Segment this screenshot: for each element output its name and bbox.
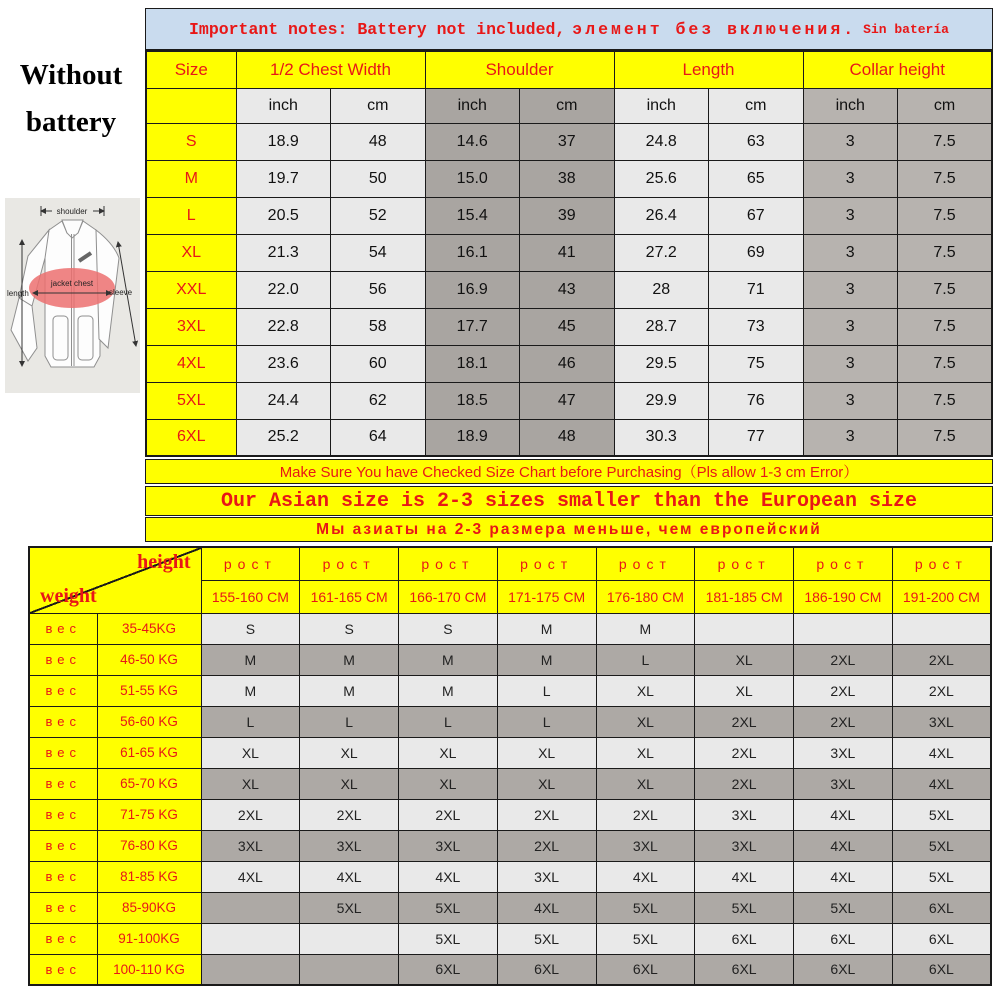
ves-label: вес (29, 613, 97, 644)
measurement-value: 28 (614, 271, 709, 308)
recommended-size-cell: XL (201, 768, 300, 799)
recommended-size-cell: 2XL (695, 768, 794, 799)
measurement-value: 50 (331, 160, 426, 197)
hw-table-row (29, 954, 991, 985)
recommended-size-cell (695, 613, 794, 644)
unit-header: inch (614, 88, 709, 123)
group-header: Shoulder (425, 51, 614, 88)
measurement-value: 3 (803, 345, 898, 382)
size-label: 4XL (146, 345, 236, 382)
measurement-value: 24.4 (236, 382, 331, 419)
measurement-value: 77 (709, 419, 804, 456)
ves-label: вес (29, 706, 97, 737)
unit-header: cm (520, 88, 615, 123)
height-range-header: 186-190 CM (794, 580, 893, 613)
shoulder-label: shoulder (56, 207, 88, 216)
measurement-value: 22.0 (236, 271, 331, 308)
size-table-row (146, 308, 992, 345)
weight-range-label: 56-60 KG (97, 706, 201, 737)
recommended-size-cell: XL (300, 768, 399, 799)
size-table-row (146, 234, 992, 271)
measurement-value: 29.9 (614, 382, 709, 419)
measurement-value: 62 (331, 382, 426, 419)
recommended-size-cell: 2XL (596, 799, 695, 830)
weight-range-label: 65-70 KG (97, 768, 201, 799)
measurement-value: 3 (803, 197, 898, 234)
rost-header: рост (596, 547, 695, 580)
recommended-size-cell: 5XL (892, 861, 991, 892)
corner-weight-label: weight (40, 584, 97, 607)
recommended-size-cell: 2XL (497, 799, 596, 830)
recommended-size-cell: 4XL (892, 737, 991, 768)
recommended-size-cell (300, 923, 399, 954)
note-asian-size-english: Our Asian size is 2-3 sizes smaller than the European size (145, 486, 993, 516)
recommended-size-cell: 6XL (596, 954, 695, 985)
weight-range-label: 71-75 KG (97, 799, 201, 830)
measurement-value: 3 (803, 419, 898, 456)
size-column-subheader-blank (146, 88, 236, 123)
recommended-size-cell: M (300, 675, 399, 706)
hw-table-row (29, 644, 991, 675)
measurement-value: 7.5 (898, 234, 993, 271)
measurement-value: 64 (331, 419, 426, 456)
recommended-size-cell: 4XL (794, 861, 893, 892)
height-range-header: 171-175 CM (497, 580, 596, 613)
recommended-size-cell: 4XL (497, 892, 596, 923)
recommended-size-cell: 3XL (695, 830, 794, 861)
recommended-size-cell: 3XL (399, 830, 498, 861)
ves-label: вес (29, 644, 97, 675)
recommended-size-cell: 3XL (794, 737, 893, 768)
recommended-size-cell: 5XL (399, 923, 498, 954)
recommended-size-cell: 3XL (497, 861, 596, 892)
without-battery-label (0, 52, 142, 146)
measurement-value: 7.5 (898, 271, 993, 308)
size-table-row (146, 419, 992, 456)
measurement-value: 45 (520, 308, 615, 345)
recommended-size-cell: 3XL (201, 830, 300, 861)
hw-table-row (29, 675, 991, 706)
hw-table-row (29, 799, 991, 830)
recommended-size-cell: 4XL (201, 861, 300, 892)
hw-table-row (29, 613, 991, 644)
height-range-header: 166-170 CM (399, 580, 498, 613)
recommended-size-cell: XL (497, 737, 596, 768)
hw-table-row (29, 706, 991, 737)
hw-header-row-rost (29, 547, 991, 580)
unit-header: inch (425, 88, 520, 123)
size-table-row (146, 160, 992, 197)
measurement-value: 19.7 (236, 160, 331, 197)
recommended-size-cell: 6XL (399, 954, 498, 985)
recommended-size-cell: 2XL (300, 799, 399, 830)
measurement-value: 52 (331, 197, 426, 234)
length-label: length (7, 289, 29, 298)
measurement-value: 30.3 (614, 419, 709, 456)
sleeve-label: sleeve (109, 288, 133, 297)
unit-header: inch (236, 88, 331, 123)
recommended-size-cell: 4XL (892, 768, 991, 799)
size-label: XL (146, 234, 236, 271)
weight-range-label: 76-80 KG (97, 830, 201, 861)
recommended-size-cell: 5XL (892, 830, 991, 861)
jacket-measurement-diagram (5, 198, 140, 393)
weight-range-label: 81-85 KG (97, 861, 201, 892)
measurement-value: 3 (803, 160, 898, 197)
height-range-header: 191-200 CM (892, 580, 991, 613)
measurement-value: 47 (520, 382, 615, 419)
size-table-unit-row (146, 88, 992, 123)
recommended-size-cell: 3XL (695, 799, 794, 830)
ves-label: вес (29, 799, 97, 830)
jacket-left-pocket (53, 316, 68, 360)
recommended-size-cell: 3XL (596, 830, 695, 861)
ves-label: вес (29, 923, 97, 954)
measurement-value: 67 (709, 197, 804, 234)
jacket-right-pocket (78, 316, 93, 360)
recommended-size-cell: XL (201, 737, 300, 768)
recommended-size-cell (794, 613, 893, 644)
hw-table-row (29, 861, 991, 892)
measurement-value: 37 (520, 123, 615, 160)
measurement-value: 16.1 (425, 234, 520, 271)
recommended-size-cell: L (399, 706, 498, 737)
weight-range-label: 61-65 KG (97, 737, 201, 768)
size-table-row (146, 271, 992, 308)
measurement-value: 3 (803, 271, 898, 308)
recommended-size-cell: 2XL (892, 675, 991, 706)
recommended-size-cell: XL (596, 706, 695, 737)
measurement-value: 48 (520, 419, 615, 456)
recommended-size-cell: 2XL (794, 706, 893, 737)
size-table-row (146, 382, 992, 419)
size-label: 6XL (146, 419, 236, 456)
recommended-size-cell: L (596, 644, 695, 675)
measurement-value: 22.8 (236, 308, 331, 345)
measurement-value: 25.6 (614, 160, 709, 197)
measurement-value: 48 (331, 123, 426, 160)
measurement-value: 16.9 (425, 271, 520, 308)
recommended-size-cell: L (497, 675, 596, 706)
recommended-size-cell (201, 892, 300, 923)
measurement-value: 60 (331, 345, 426, 382)
measurement-value: 21.3 (236, 234, 331, 271)
recommended-size-cell (892, 613, 991, 644)
jacket-diagram-svg (5, 198, 140, 393)
measurement-value: 3 (803, 123, 898, 160)
recommended-size-cell: 2XL (201, 799, 300, 830)
recommended-size-cell: M (399, 675, 498, 706)
recommended-size-cell: XL (596, 675, 695, 706)
recommended-size-cell: 2XL (399, 799, 498, 830)
recommended-size-cell: 4XL (300, 861, 399, 892)
recommended-size-cell (201, 954, 300, 985)
height-range-header: 181-185 CM (695, 580, 794, 613)
unit-header: cm (331, 88, 426, 123)
measurement-value: 76 (709, 382, 804, 419)
banner-text-spanish: Sin batería (863, 21, 949, 37)
recommended-size-cell: M (300, 644, 399, 675)
height-range-header: 161-165 CM (300, 580, 399, 613)
recommended-size-cell: M (201, 675, 300, 706)
recommended-size-cell: L (201, 706, 300, 737)
height-range-header: 176-180 CM (596, 580, 695, 613)
group-header: Collar height (803, 51, 992, 88)
ves-label: вес (29, 954, 97, 985)
important-notes-banner (145, 8, 993, 50)
recommended-size-cell: 2XL (794, 644, 893, 675)
recommended-size-cell: 4XL (794, 799, 893, 830)
weight-range-label: 91-100KG (97, 923, 201, 954)
size-table-row (146, 345, 992, 382)
weight-range-label: 51-55 KG (97, 675, 201, 706)
measurement-value: 65 (709, 160, 804, 197)
size-table-row (146, 197, 992, 234)
size-column-header: Size (146, 51, 236, 88)
note-asian-size-russian: Мы азиаты на 2-3 размера меньше, чем европейский (145, 517, 993, 542)
recommended-size-cell: 4XL (596, 861, 695, 892)
measurement-value: 7.5 (898, 308, 993, 345)
rost-header: рост (695, 547, 794, 580)
measurement-value: 3 (803, 308, 898, 345)
measurement-value: 15.4 (425, 197, 520, 234)
size-chart-table (145, 50, 993, 457)
recommended-size-cell: 4XL (794, 830, 893, 861)
size-label: 3XL (146, 308, 236, 345)
measurement-value: 43 (520, 271, 615, 308)
recommended-size-cell: 3XL (794, 768, 893, 799)
recommended-size-cell: XL (596, 768, 695, 799)
measurement-value: 28.7 (614, 308, 709, 345)
recommended-size-cell: M (596, 613, 695, 644)
recommended-size-cell: 2XL (695, 706, 794, 737)
height-range-header: 155-160 CM (201, 580, 300, 613)
note-check-size-chart: Make Sure You have Checked Size Chart before Purchasing（Pls allow 1-3 cm Error） (145, 459, 993, 484)
measurement-value: 18.9 (236, 123, 331, 160)
ves-label: вес (29, 861, 97, 892)
measurement-value: 7.5 (898, 160, 993, 197)
measurement-value: 18.1 (425, 345, 520, 382)
size-table-header-row (146, 51, 992, 88)
banner-text-russian: элемент без включения. (572, 19, 857, 39)
measurement-value: 18.5 (425, 382, 520, 419)
measurement-value: 71 (709, 271, 804, 308)
jacket-chest-label: jacket chest (50, 279, 94, 288)
rost-header: рост (497, 547, 596, 580)
recommended-size-cell: 2XL (497, 830, 596, 861)
recommended-size-cell: S (300, 613, 399, 644)
recommended-size-cell: 5XL (892, 799, 991, 830)
recommended-size-cell: XL (695, 675, 794, 706)
recommended-size-cell: L (497, 706, 596, 737)
recommended-size-cell: 4XL (399, 861, 498, 892)
recommended-size-cell: S (399, 613, 498, 644)
measurement-value: 23.6 (236, 345, 331, 382)
jacket-left-sleeve-lower (11, 298, 37, 361)
group-header: 1/2 Chest Width (236, 51, 425, 88)
recommended-size-cell: 5XL (497, 923, 596, 954)
recommended-size-cell: 6XL (892, 954, 991, 985)
measurement-value: 58 (331, 308, 426, 345)
hw-table-row (29, 923, 991, 954)
measurement-value: 56 (331, 271, 426, 308)
recommended-size-cell: 3XL (892, 706, 991, 737)
recommended-size-cell: 2XL (695, 737, 794, 768)
unit-header: cm (898, 88, 993, 123)
recommended-size-cell: 6XL (794, 923, 893, 954)
measurement-value: 39 (520, 197, 615, 234)
without-battery-line2: battery (25, 106, 117, 138)
hw-table-row (29, 768, 991, 799)
recommended-size-cell: 2XL (892, 644, 991, 675)
rost-header: рост (201, 547, 300, 580)
recommended-size-cell: 6XL (695, 923, 794, 954)
measurement-value: 38 (520, 160, 615, 197)
ves-label: вес (29, 830, 97, 861)
measurement-value: 24.8 (614, 123, 709, 160)
measurement-value: 7.5 (898, 419, 993, 456)
size-label: 5XL (146, 382, 236, 419)
chest-highlight-ellipse (29, 268, 115, 308)
recommended-size-cell: XL (695, 644, 794, 675)
banner-text-english: Important notes: Battery not included, (189, 19, 566, 39)
measurement-value: 29.5 (614, 345, 709, 382)
without-battery-line1: Without (19, 59, 123, 91)
recommended-size-cell: 3XL (300, 830, 399, 861)
recommended-size-cell: 6XL (794, 954, 893, 985)
measurement-value: 69 (709, 234, 804, 271)
height-weight-table (28, 546, 992, 986)
size-label: L (146, 197, 236, 234)
ves-label: вес (29, 675, 97, 706)
recommended-size-cell: 5XL (300, 892, 399, 923)
weight-range-label: 35-45KG (97, 613, 201, 644)
recommended-size-cell: 6XL (892, 892, 991, 923)
measurement-value: 63 (709, 123, 804, 160)
size-label: XXL (146, 271, 236, 308)
ves-label: вес (29, 768, 97, 799)
recommended-size-cell: XL (399, 737, 498, 768)
measurement-value: 20.5 (236, 197, 331, 234)
measurement-value: 54 (331, 234, 426, 271)
measurement-value: 7.5 (898, 123, 993, 160)
rost-header: рост (300, 547, 399, 580)
unit-header: cm (709, 88, 804, 123)
recommended-size-cell: 5XL (596, 892, 695, 923)
recommended-size-cell: 6XL (497, 954, 596, 985)
recommended-size-cell: 5XL (596, 923, 695, 954)
recommended-size-cell (201, 923, 300, 954)
measurement-value: 15.0 (425, 160, 520, 197)
unit-header: inch (803, 88, 898, 123)
rost-header: рост (892, 547, 991, 580)
weight-range-label: 85-90KG (97, 892, 201, 923)
recommended-size-cell: 2XL (794, 675, 893, 706)
recommended-size-cell: M (201, 644, 300, 675)
recommended-size-cell: M (497, 644, 596, 675)
rost-header: рост (399, 547, 498, 580)
weight-range-label: 100-110 KG (97, 954, 201, 985)
recommended-size-cell: 5XL (399, 892, 498, 923)
recommended-size-cell: S (201, 613, 300, 644)
measurement-value: 3 (803, 234, 898, 271)
measurement-value: 7.5 (898, 197, 993, 234)
measurement-value: 27.2 (614, 234, 709, 271)
measurement-value: 75 (709, 345, 804, 382)
measurement-value: 18.9 (425, 419, 520, 456)
hw-table-row (29, 892, 991, 923)
hw-table-row (29, 737, 991, 768)
recommended-size-cell: XL (497, 768, 596, 799)
group-header: Length (614, 51, 803, 88)
hw-table-row (29, 830, 991, 861)
rost-header: рост (794, 547, 893, 580)
recommended-size-cell: XL (300, 737, 399, 768)
recommended-size-cell: 5XL (695, 892, 794, 923)
measurement-value: 25.2 (236, 419, 331, 456)
ves-label: вес (29, 892, 97, 923)
measurement-value: 73 (709, 308, 804, 345)
measurement-value: 46 (520, 345, 615, 382)
weight-range-label: 46-50 KG (97, 644, 201, 675)
measurement-value: 7.5 (898, 345, 993, 382)
ves-label: вес (29, 737, 97, 768)
measurement-value: 14.6 (425, 123, 520, 160)
size-table-row (146, 123, 992, 160)
recommended-size-cell: M (399, 644, 498, 675)
recommended-size-cell: XL (596, 737, 695, 768)
recommended-size-cell: 6XL (892, 923, 991, 954)
corner-height-label: height (137, 551, 191, 573)
recommended-size-cell: 6XL (695, 954, 794, 985)
recommended-size-cell: L (300, 706, 399, 737)
measurement-value: 41 (520, 234, 615, 271)
recommended-size-cell: M (497, 613, 596, 644)
measurement-value: 7.5 (898, 382, 993, 419)
height-weight-corner (29, 547, 201, 613)
measurement-value: 3 (803, 382, 898, 419)
recommended-size-cell: 4XL (695, 861, 794, 892)
size-label: M (146, 160, 236, 197)
recommended-size-cell: 5XL (794, 892, 893, 923)
measurement-value: 26.4 (614, 197, 709, 234)
recommended-size-cell (300, 954, 399, 985)
measurement-value: 17.7 (425, 308, 520, 345)
recommended-size-cell: XL (399, 768, 498, 799)
size-label: S (146, 123, 236, 160)
